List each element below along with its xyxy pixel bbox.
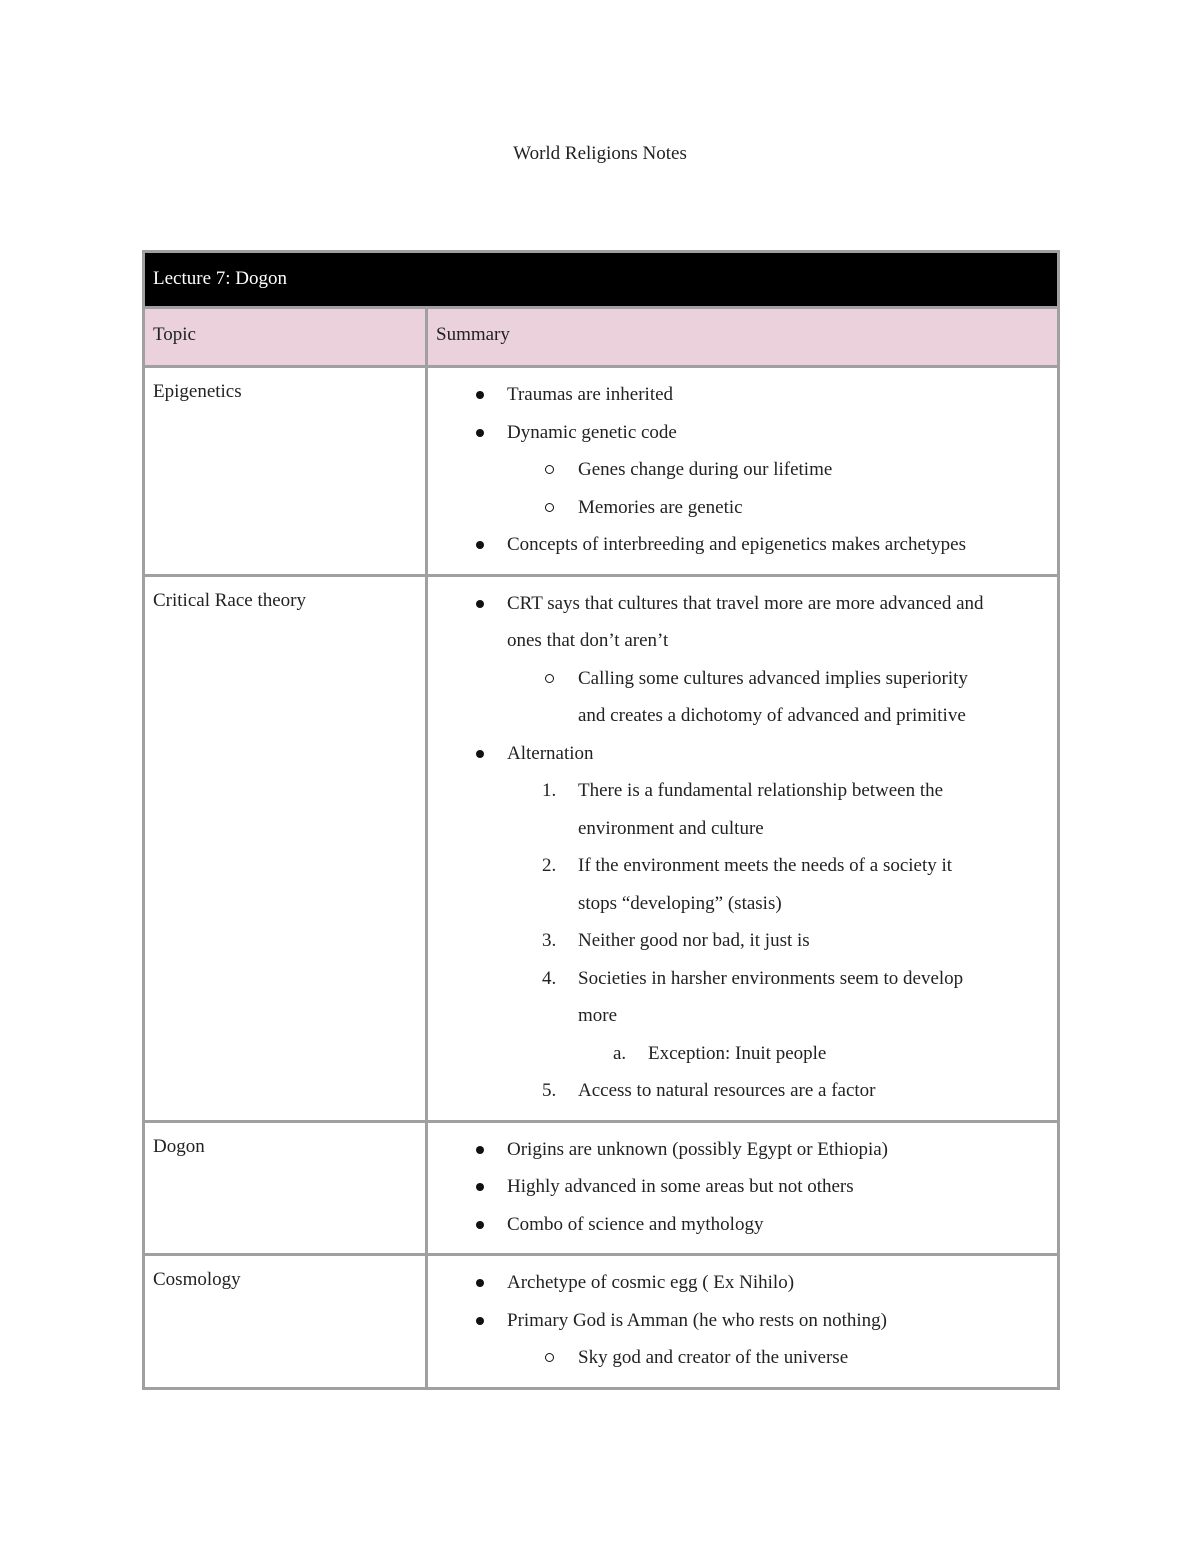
hollow-bullet-icon bbox=[545, 465, 554, 474]
list-item bbox=[428, 922, 1047, 960]
list-number: 2. bbox=[542, 855, 557, 876]
topic-cell: Cosmology bbox=[144, 1255, 427, 1389]
bullet-icon bbox=[476, 541, 484, 549]
list-item bbox=[428, 1168, 1047, 1206]
list-item bbox=[428, 660, 1047, 735]
topic-header: Topic bbox=[144, 308, 427, 367]
list-item bbox=[428, 1339, 1047, 1377]
bullet-icon bbox=[476, 1146, 484, 1154]
list-item bbox=[428, 414, 1047, 452]
hollow-bullet-icon bbox=[545, 674, 554, 683]
bullet-icon bbox=[476, 1279, 484, 1287]
list-item-text: Highly advanced in some areas but not others bbox=[507, 1176, 854, 1197]
list-item bbox=[428, 1035, 1047, 1073]
bullet-icon bbox=[476, 1317, 484, 1325]
topic-cell: Critical Race theory bbox=[144, 575, 427, 1121]
list-item-text: and creates a dichotomy of advanced and primitive bbox=[578, 705, 966, 726]
summary-cell bbox=[427, 575, 1059, 1121]
topic-cell: Epigenetics bbox=[144, 367, 427, 576]
list-item-text: Alternation bbox=[507, 742, 594, 764]
list-item bbox=[428, 1131, 1047, 1169]
list-item bbox=[428, 735, 1047, 773]
header-row bbox=[144, 308, 1059, 367]
list-number: 1. bbox=[542, 780, 557, 801]
list-item-text: CRT says that cultures that travel more are more advanced and bbox=[507, 592, 984, 614]
document-title: World Religions Notes bbox=[513, 143, 687, 164]
list-item-text: Dynamic genetic code bbox=[507, 421, 677, 443]
lecture-title-row bbox=[144, 252, 1059, 308]
list-item-text: Origins are unknown (possibly Egypt or Ethiopia) bbox=[507, 1138, 889, 1160]
bullet-icon bbox=[476, 1221, 484, 1229]
list-item bbox=[428, 1264, 1047, 1302]
list-item bbox=[428, 1072, 1047, 1110]
topic-cell: Dogon bbox=[144, 1121, 427, 1255]
summary-cell bbox=[427, 1255, 1059, 1389]
list-item-text: environment and culture bbox=[578, 817, 764, 839]
notes-table-body bbox=[144, 252, 1059, 1389]
lecture-title: Lecture 7: Dogon bbox=[144, 252, 1059, 308]
list-item-text: Archetype of cosmic egg ( Ex Nihilo) bbox=[507, 1272, 795, 1293]
list-item bbox=[428, 772, 1047, 847]
list-item bbox=[428, 376, 1047, 414]
list-item-text: Calling some cultures advanced implies superiority bbox=[578, 667, 968, 689]
list-item-text: If the environment meets the needs of a society it bbox=[578, 855, 953, 876]
list-item-text: Exception: Inuit people bbox=[648, 1042, 827, 1064]
list-item-text: Societies in harsher environments seem to develop bbox=[578, 967, 964, 989]
list-item bbox=[428, 1302, 1047, 1340]
table-row bbox=[144, 1121, 1059, 1255]
list-item bbox=[428, 585, 1047, 660]
hollow-bullet-icon bbox=[545, 503, 554, 512]
list-number: 5. bbox=[542, 1080, 557, 1101]
list-number: a. bbox=[613, 1042, 627, 1064]
list-item bbox=[428, 526, 1047, 564]
table-row bbox=[144, 575, 1059, 1121]
bullet-icon bbox=[476, 391, 484, 399]
list-item-text: Combo of science and mythology bbox=[507, 1213, 764, 1235]
list-item-text: Genes change during our lifetime bbox=[578, 459, 833, 480]
list-item-text: Concepts of interbreeding and epigenetics makes archetypes bbox=[507, 534, 966, 555]
list-item-text: Neither good nor bad, it just is bbox=[578, 930, 810, 951]
list-item-text: There is a fundamental relationship between the bbox=[578, 780, 944, 801]
list-item bbox=[428, 451, 1047, 489]
list-number: 4. bbox=[542, 967, 557, 989]
bullet-icon bbox=[476, 429, 484, 437]
table-row bbox=[144, 1255, 1059, 1389]
list-item bbox=[428, 847, 1047, 922]
table-row bbox=[144, 367, 1059, 576]
list-number: 3. bbox=[542, 930, 557, 951]
list-item-text: Primary God is Amman (he who rests on nothing) bbox=[507, 1309, 887, 1331]
list-item-text: Access to natural resources are a factor bbox=[578, 1080, 876, 1101]
bullet-icon bbox=[476, 750, 484, 758]
list-item-text: ones that don’t aren’t bbox=[507, 630, 669, 651]
summary-cell bbox=[427, 1121, 1059, 1255]
list-item-text: Memories are genetic bbox=[578, 496, 743, 518]
bullet-icon bbox=[476, 600, 484, 608]
hollow-bullet-icon bbox=[545, 1353, 554, 1362]
list-item bbox=[428, 960, 1047, 1035]
notes-table bbox=[142, 250, 1060, 1390]
bullet-icon bbox=[476, 1183, 484, 1191]
list-item-text: Traumas are inherited bbox=[507, 384, 674, 405]
list-item-text: Sky god and creator of the universe bbox=[578, 1347, 849, 1368]
list-item bbox=[428, 1206, 1047, 1244]
list-item bbox=[428, 489, 1047, 527]
summary-header: Summary bbox=[427, 308, 1059, 367]
list-item-text: stops “developing” (stasis) bbox=[578, 892, 782, 914]
list-item-text: more bbox=[578, 1005, 618, 1026]
summary-cell bbox=[427, 367, 1059, 576]
